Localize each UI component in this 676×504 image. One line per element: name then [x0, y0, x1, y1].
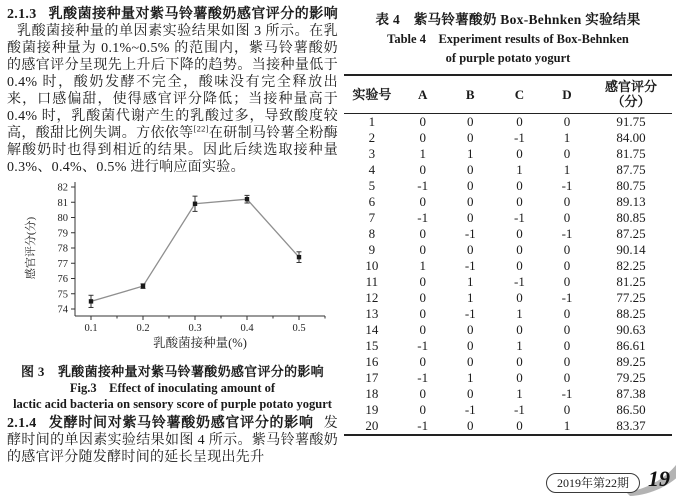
table-cell: 0	[419, 402, 426, 417]
table-cell: 0	[467, 194, 474, 209]
table-cell: 1	[516, 306, 523, 321]
table-cell: 0	[516, 226, 523, 241]
table-row	[344, 226, 672, 242]
table-cell: 1	[419, 146, 426, 161]
table-cell: 0	[419, 306, 426, 321]
col-header-c: C	[495, 75, 544, 114]
table-cell: -1	[514, 210, 525, 225]
table-cell: 81.25	[616, 274, 646, 289]
fig3-line-chart	[21, 179, 333, 351]
col-header-score-line1: 感官评分	[604, 79, 657, 94]
svg-text:乳酸菌接种量(%): 乳酸菌接种量(%)	[153, 336, 247, 350]
svg-text:0.2: 0.2	[136, 323, 150, 334]
table-cell: -1	[417, 210, 429, 225]
table-cell: -1	[561, 226, 573, 241]
table-cell: 7	[368, 210, 376, 225]
table-cell: 83.37	[616, 418, 646, 433]
fig3-caption-zh: 图 3 乳酸菌接种量对紫马铃薯酸奶感官评分的影响	[21, 364, 324, 379]
table-cell: 19	[365, 402, 379, 417]
svg-text:74: 74	[57, 304, 68, 316]
table-cell: 0	[516, 258, 523, 273]
table-cell: 16	[365, 354, 379, 369]
section-2-1-4-body: 发酵时间的单因素实验结果如图 4 所示。紫马铃薯酸奶的感官评分随发酵时间的延长呈现出先升	[7, 416, 338, 465]
table-cell: -1	[417, 338, 429, 353]
svg-text:78: 78	[57, 243, 68, 255]
table4-title-en-2: of purple potato yogurt	[445, 51, 571, 65]
table4-title-en-1: Table 4 Experiment results of Box-Behnken	[387, 32, 629, 46]
table-cell: 0	[563, 210, 571, 225]
table-row	[344, 290, 672, 306]
table-cell: 89.13	[616, 194, 646, 209]
table-cell: 9	[368, 242, 376, 257]
table-cell: 17	[365, 370, 379, 385]
section-2-1-4-title: 发酵时间对紫马铃薯酸奶感官评分的影响	[48, 416, 314, 431]
col-header-b: B	[446, 75, 495, 114]
table-cell: -1	[464, 258, 476, 273]
page-number: 19	[648, 466, 670, 491]
table-cell: 87.75	[616, 162, 646, 177]
svg-text:81: 81	[57, 197, 68, 209]
table-cell: 0	[516, 146, 523, 161]
table-cell: 0	[467, 114, 474, 129]
table-cell: 15	[365, 338, 379, 353]
svg-text:0.3: 0.3	[188, 323, 202, 334]
table-cell: 0	[467, 338, 474, 353]
table-cell: 14	[365, 322, 379, 337]
table-cell: 90.14	[616, 242, 646, 257]
table-cell: 2	[368, 130, 376, 145]
table-cell: 0	[516, 354, 523, 369]
table-cell: -1	[561, 386, 573, 401]
table-cell: 0	[419, 386, 426, 401]
table-cell: 0	[419, 162, 426, 177]
table-cell: 0	[563, 338, 571, 353]
table-cell: 86.50	[616, 402, 646, 417]
table-row	[344, 210, 672, 226]
table-cell: -1	[464, 226, 476, 241]
table-cell: 1	[563, 130, 571, 145]
table-cell: 0	[563, 242, 571, 257]
table-cell: 0	[563, 402, 571, 417]
table-cell: 3	[368, 146, 376, 161]
table-row	[344, 354, 672, 370]
svg-text:0.4: 0.4	[240, 323, 254, 334]
table-cell: 1	[467, 290, 474, 305]
table-row	[344, 146, 672, 162]
table-row	[344, 178, 672, 194]
table-cell: 0	[563, 194, 571, 209]
table-cell: 1	[368, 114, 376, 129]
table-cell: 0	[467, 418, 474, 433]
table-row	[344, 258, 672, 274]
table-cell: 87.25	[616, 226, 646, 241]
svg-text:感官评分(分): 感官评分(分)	[25, 216, 37, 280]
table-cell: 4	[368, 162, 376, 177]
table-cell: 0	[419, 242, 426, 257]
table-cell: 0	[563, 274, 571, 289]
table-cell: 81.75	[616, 146, 646, 161]
svg-text:76: 76	[57, 274, 68, 285]
table-row	[344, 338, 672, 354]
table-row	[344, 418, 672, 435]
table-cell: 0	[467, 242, 474, 257]
section-2-1-3-number: 2.1.3	[7, 7, 37, 22]
fig3-caption-en-2: lactic acid bacteria on sensory score of purple potato yogurt	[13, 397, 332, 411]
section-2-1-3	[7, 6, 338, 176]
table-cell: 0	[419, 194, 426, 209]
table-cell: 0	[563, 258, 571, 273]
table-row	[344, 130, 672, 146]
table-cell: 0	[467, 210, 474, 225]
table-row	[344, 242, 672, 258]
table-cell: 0	[467, 162, 474, 177]
table-cell: 1	[467, 370, 474, 385]
table-cell: 0	[563, 354, 571, 369]
table-cell: 1	[516, 338, 523, 353]
table-cell: 0	[563, 146, 571, 161]
table-cell: 1	[563, 418, 571, 433]
table-cell: -1	[514, 274, 525, 289]
table-cell: 90.63	[616, 322, 646, 337]
left-column	[7, 6, 338, 466]
svg-text:79: 79	[57, 228, 68, 240]
table-cell: 0	[419, 114, 426, 129]
right-column	[344, 8, 672, 436]
table-cell: 0	[419, 322, 426, 337]
table-row	[344, 402, 672, 418]
table-cell: -1	[514, 130, 525, 145]
table-cell: 0	[467, 130, 474, 145]
table-cell: 0	[516, 178, 523, 193]
table-cell: 6	[368, 194, 376, 209]
svg-text:0.5: 0.5	[292, 323, 306, 334]
col-header-run: 实验号	[344, 75, 400, 114]
table-cell: 80.75	[616, 178, 646, 193]
table-cell: 0	[516, 290, 523, 305]
table-cell: -1	[464, 402, 476, 417]
table-cell: 0	[419, 130, 426, 145]
table-cell: 77.25	[616, 290, 646, 305]
table-cell: 1	[467, 274, 474, 289]
table-cell: 80.85	[616, 210, 646, 225]
table-row	[344, 370, 672, 386]
table-cell: -1	[561, 290, 573, 305]
issue-badge: 2019年第22期	[546, 473, 640, 493]
table4-title-zh: 表 4 紫马铃薯酸奶 Box-Behnken 实验结果	[375, 12, 641, 27]
fig3-caption-en-1: Fig.3 Effect of inoculating amount of	[69, 381, 276, 395]
col-header-a: A	[400, 75, 446, 114]
box-behnken-table	[344, 74, 672, 436]
table-cell: 13	[365, 306, 379, 321]
table-row	[344, 306, 672, 322]
section-2-1-4-number: 2.1.4	[7, 416, 37, 431]
table-cell: 12	[365, 290, 379, 305]
table-header	[344, 75, 672, 114]
table-cell: 0	[516, 194, 523, 209]
table-cell: 11	[365, 274, 379, 289]
table-cell: -1	[417, 370, 429, 385]
table-cell: 0	[516, 242, 523, 257]
table-body	[344, 114, 672, 436]
table-row	[344, 114, 672, 131]
table-cell: 8	[368, 226, 376, 241]
section-2-1-3-body: 乳酸菌接种量的单因素实验结果如图 3 所示。在乳酸菌接种量为 0.1%~0.5% 的范围内，紫马铃薯酸奶的感官评分呈现先上升后下降的趋势。当接种量低于 0.4% 时，酸奶发酵不完全，酸味没有完全释放出来，口感偏甜，使得感官评分降低；当接种量高于 0.4% 时，乳酸菌代谢产生的乳酸过多，导致酸度较高，酸甜比例失调。方依依等	[7, 24, 338, 141]
table-cell: 89.25	[616, 354, 646, 369]
svg-text:75: 75	[57, 289, 68, 301]
section-2-1-3-body-cont: 在研制马铃薯全粉酶解酸奶时也得到相近的结果。因此后续选取接种量 0.3%、0.4%、0.5% 进行响应面实验。	[7, 126, 338, 175]
table-cell: 1	[516, 162, 523, 177]
table-cell: 0	[516, 322, 523, 337]
table-row	[344, 274, 672, 290]
table-cell: 82.25	[616, 258, 646, 273]
table-cell: 0	[467, 386, 474, 401]
table-cell: 0	[419, 274, 426, 289]
table-cell: 0	[516, 418, 523, 433]
table-row	[344, 194, 672, 210]
table-cell: 0	[467, 354, 474, 369]
svg-text:77: 77	[57, 258, 68, 270]
table-cell: -1	[561, 178, 573, 193]
table-row	[344, 322, 672, 338]
table-row	[344, 162, 672, 178]
fig3-chart-container	[21, 179, 338, 356]
table-cell: -1	[514, 402, 525, 417]
page-footer	[540, 466, 676, 500]
section-2-1-3-title: 乳酸菌接种量对紫马铃薯酸奶感官评分的影响	[48, 7, 338, 22]
table-cell: 1	[563, 162, 571, 177]
table-row	[344, 386, 672, 402]
table-cell: 0	[516, 370, 523, 385]
table-cell: 86.61	[616, 338, 646, 353]
table-cell: 5	[368, 178, 376, 193]
table-cell: 0	[419, 290, 426, 305]
table-cell: 1	[516, 386, 523, 401]
table-cell: 0	[563, 306, 571, 321]
citation-ref-22: [22]	[193, 123, 209, 134]
table-cell: 0	[563, 114, 571, 129]
table-cell: 91.75	[616, 114, 646, 129]
svg-text:80: 80	[57, 213, 68, 224]
table-cell: -1	[417, 418, 429, 433]
table-cell: 10	[365, 258, 379, 273]
table-cell: -1	[417, 178, 429, 193]
table-cell: 0	[516, 114, 523, 129]
table-cell: -1	[464, 306, 476, 321]
table-cell: 0	[467, 322, 474, 337]
table-cell: 79.25	[616, 370, 646, 385]
svg-text:0.1: 0.1	[84, 323, 98, 334]
table-cell: 1	[467, 146, 474, 161]
section-2-1-4	[7, 415, 338, 466]
table-cell: 18	[365, 386, 379, 401]
col-header-score-line2: （分）	[611, 94, 651, 109]
table-cell: 0	[419, 354, 426, 369]
table-cell: 0	[563, 322, 571, 337]
col-header-score	[590, 75, 672, 114]
table-cell: 0	[467, 178, 474, 193]
svg-text:82: 82	[57, 182, 68, 194]
table-cell: 87.38	[616, 386, 646, 401]
table-cell: 84.00	[616, 130, 646, 145]
table-cell: 0	[563, 370, 571, 385]
table-cell: 20	[365, 418, 379, 433]
table-cell: 1	[419, 258, 426, 273]
col-header-d: D	[544, 75, 590, 114]
table-cell: 0	[419, 226, 426, 241]
table-cell: 88.25	[616, 306, 646, 321]
